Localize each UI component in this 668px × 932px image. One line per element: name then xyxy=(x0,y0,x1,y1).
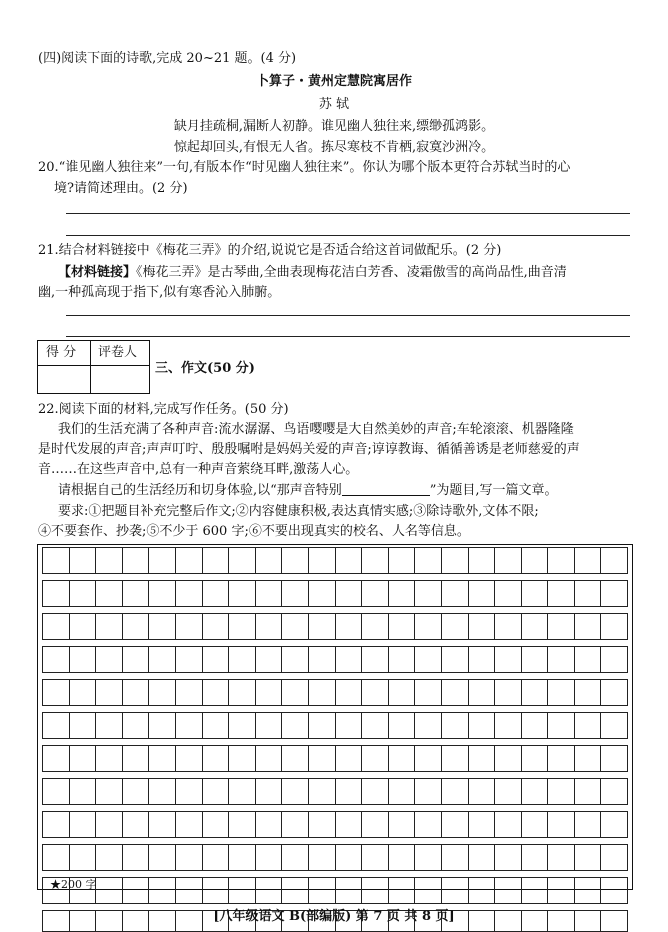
q22-requirements-line-2: ④不要套作、抄袭;⑤不少于 600 字;⑥不要出现真实的校名、人名等信息。 xyxy=(38,524,470,539)
grid-cell[interactable] xyxy=(95,613,122,640)
grid-cell[interactable] xyxy=(148,646,175,673)
grid-cell[interactable] xyxy=(202,712,229,739)
grid-cell[interactable] xyxy=(547,778,574,805)
grid-cell[interactable] xyxy=(42,580,69,607)
answer-line[interactable] xyxy=(66,235,630,236)
grid-cell[interactable] xyxy=(175,547,202,574)
grid-cell[interactable] xyxy=(468,877,495,904)
page-footer: [八年级语文 B(部编版) 第 7 页 共 8 页] xyxy=(213,909,455,924)
grid-cell[interactable] xyxy=(281,811,308,838)
grid-cell[interactable] xyxy=(600,646,628,673)
grid-cell[interactable] xyxy=(308,580,335,607)
grid-cell[interactable] xyxy=(494,679,521,706)
grid-cell[interactable] xyxy=(521,679,548,706)
grid-cell[interactable] xyxy=(255,679,282,706)
grid-cell[interactable] xyxy=(255,712,282,739)
grid-cell[interactable] xyxy=(494,877,521,904)
grid-row xyxy=(42,877,628,904)
grid-cell[interactable] xyxy=(361,679,388,706)
grid-cell[interactable] xyxy=(308,646,335,673)
title-blank[interactable] xyxy=(342,483,430,496)
question-20-line-1: 20.“谁见幽人独往来”一句,有版本作“时见幽人独往来”。你认为哪个版本更符合苏轼当时的心 xyxy=(38,160,571,175)
grid-cell[interactable] xyxy=(95,547,122,574)
grid-cell[interactable] xyxy=(42,745,69,772)
grader-label: 评卷人 xyxy=(98,345,138,360)
grid-cell[interactable] xyxy=(441,613,468,640)
grid-cell[interactable] xyxy=(228,580,255,607)
grid-cell[interactable] xyxy=(202,811,229,838)
grid-cell[interactable] xyxy=(175,712,202,739)
grid-cell[interactable] xyxy=(148,745,175,772)
q22-task-line xyxy=(58,482,558,500)
grid-cell[interactable] xyxy=(335,613,362,640)
grid-cell[interactable] xyxy=(175,877,202,904)
grid-cell[interactable] xyxy=(308,844,335,871)
grid-cell[interactable] xyxy=(468,712,495,739)
grid-cell[interactable] xyxy=(42,811,69,838)
grid-cell[interactable] xyxy=(600,877,628,904)
grid-cell[interactable] xyxy=(228,811,255,838)
grid-cell[interactable] xyxy=(547,580,574,607)
grid-cell[interactable] xyxy=(441,877,468,904)
section3-heading: 三、作文(50 分) xyxy=(155,361,255,376)
grid-cell[interactable] xyxy=(69,580,96,607)
grid-cell[interactable] xyxy=(281,778,308,805)
grid-cell[interactable] xyxy=(600,745,628,772)
grid-cell[interactable] xyxy=(175,745,202,772)
grid-cell[interactable] xyxy=(441,778,468,805)
grid-cell[interactable] xyxy=(281,844,308,871)
grid-cell[interactable] xyxy=(468,679,495,706)
grid-cell[interactable] xyxy=(308,745,335,772)
grid-cell[interactable] xyxy=(441,811,468,838)
grid-cell[interactable] xyxy=(122,547,149,574)
grid-cell[interactable] xyxy=(414,745,441,772)
grid-cell[interactable] xyxy=(468,580,495,607)
grid-cell[interactable] xyxy=(42,613,69,640)
grid-cell[interactable] xyxy=(361,712,388,739)
grid-cell[interactable] xyxy=(547,679,574,706)
grid-cell[interactable] xyxy=(468,778,495,805)
grid-cell[interactable] xyxy=(95,778,122,805)
grid-cell[interactable] xyxy=(228,778,255,805)
grid-cell[interactable] xyxy=(255,646,282,673)
grid-cell[interactable] xyxy=(42,844,69,871)
grid-cell[interactable] xyxy=(388,580,415,607)
grid-cell[interactable] xyxy=(175,613,202,640)
grid-cell[interactable] xyxy=(148,679,175,706)
grid-row xyxy=(42,712,628,739)
grid-cell[interactable] xyxy=(600,580,628,607)
grid-cell[interactable] xyxy=(148,844,175,871)
grid-cell[interactable] xyxy=(175,679,202,706)
grid-cell[interactable] xyxy=(521,877,548,904)
grid-cell[interactable] xyxy=(228,877,255,904)
answer-line[interactable] xyxy=(66,213,630,214)
grid-cell[interactable] xyxy=(335,844,362,871)
grid-cell[interactable] xyxy=(547,844,574,871)
material-link-line-2: 幽,一种孤高现于指下,似有寒香沁入肺腑。 xyxy=(38,285,281,300)
question-20-line-2: 境?请简述理由。(2 分) xyxy=(54,181,188,196)
poem-line-2: 惊起却回头,有恨无人省。拣尽寒枝不肯栖,寂寞沙洲冷。 xyxy=(173,140,495,155)
grid-cell[interactable] xyxy=(494,646,521,673)
grid-row xyxy=(42,844,628,871)
grid-cell[interactable] xyxy=(521,745,548,772)
grid-cell[interactable] xyxy=(414,778,441,805)
section4-heading: (四)阅读下面的诗歌,完成 20~21 题。(4 分) xyxy=(38,51,297,66)
grid-cell[interactable] xyxy=(202,613,229,640)
grid-cell[interactable] xyxy=(547,877,574,904)
grid-cell[interactable] xyxy=(361,811,388,838)
grid-cell[interactable] xyxy=(388,646,415,673)
poem-line-1: 缺月挂疏桐,漏断人初静。谁见幽人独往来,缥缈孤鸿影。 xyxy=(173,119,495,134)
grid-cell[interactable] xyxy=(574,745,601,772)
grid-cell[interactable] xyxy=(441,745,468,772)
grid-cell[interactable] xyxy=(521,778,548,805)
grid-cell[interactable] xyxy=(122,679,149,706)
grid-row xyxy=(42,613,628,640)
grid-cell[interactable] xyxy=(281,547,308,574)
grid-cell[interactable] xyxy=(547,712,574,739)
grid-row xyxy=(42,811,628,838)
grid-cell[interactable] xyxy=(69,778,96,805)
grid-cell[interactable] xyxy=(69,712,96,739)
grid-cell[interactable] xyxy=(547,613,574,640)
grid-cell[interactable] xyxy=(414,547,441,574)
question-22-line-1: 22.阅读下面的材料,完成写作任务。(50 分) xyxy=(38,402,289,417)
grid-cell[interactable] xyxy=(255,580,282,607)
grid-cell[interactable] xyxy=(69,811,96,838)
grid-cell[interactable] xyxy=(574,646,601,673)
grid-cell[interactable] xyxy=(388,778,415,805)
grid-cell[interactable] xyxy=(494,745,521,772)
grid-cell[interactable] xyxy=(361,613,388,640)
grid-cell[interactable] xyxy=(255,811,282,838)
grid-cell[interactable] xyxy=(281,580,308,607)
grid-cell[interactable] xyxy=(281,877,308,904)
grid-cell[interactable] xyxy=(202,580,229,607)
grid-cell[interactable] xyxy=(600,778,628,805)
grid-cell[interactable] xyxy=(122,646,149,673)
grid-cell[interactable] xyxy=(202,646,229,673)
grid-cell[interactable] xyxy=(175,778,202,805)
grid-cell[interactable] xyxy=(228,712,255,739)
grid-cell[interactable] xyxy=(600,679,628,706)
grid-cell[interactable] xyxy=(494,613,521,640)
grid-cell[interactable] xyxy=(388,679,415,706)
grid-cell[interactable] xyxy=(547,646,574,673)
task-text-before: 请根据自己的生活经历和切身体验,以“那声音特别 xyxy=(58,483,342,498)
grid-cell[interactable] xyxy=(202,778,229,805)
material-link-text: 《梅花三弄》是古琴曲,全曲表现梅花洁白芳香、凌霜傲雪的高尚品性,曲音清 xyxy=(136,265,567,280)
grid-cell[interactable] xyxy=(600,811,628,838)
question-21-line-1: 21.结合材料链接中《梅花三弄》的介绍,说说它是否适合给这首词做配乐。(2 分) xyxy=(38,243,502,258)
grid-cell[interactable] xyxy=(441,844,468,871)
q22-material-line-3: 音……在这些声音中,总有一种声音萦绕耳畔,激荡人心。 xyxy=(38,462,359,477)
grid-cell[interactable] xyxy=(202,844,229,871)
writing-grid[interactable] xyxy=(37,544,633,890)
grid-cell[interactable] xyxy=(468,844,495,871)
grid-cell[interactable] xyxy=(494,547,521,574)
word-count-note: ★200 字 xyxy=(50,878,97,891)
grid-cell[interactable] xyxy=(414,646,441,673)
material-link-label: 【材料链接】 xyxy=(58,265,137,280)
grid-cell[interactable] xyxy=(95,811,122,838)
grid-cell[interactable] xyxy=(42,712,69,739)
grid-cell[interactable] xyxy=(202,745,229,772)
grid-cell[interactable] xyxy=(335,778,362,805)
grid-cell[interactable] xyxy=(175,811,202,838)
grid-cell[interactable] xyxy=(414,613,441,640)
grid-cell[interactable] xyxy=(361,877,388,904)
grid-cell[interactable] xyxy=(521,646,548,673)
grid-cell[interactable] xyxy=(521,547,548,574)
grid-cell[interactable] xyxy=(335,580,362,607)
grid-cell[interactable] xyxy=(308,778,335,805)
grid-row xyxy=(42,679,628,706)
grid-cell[interactable] xyxy=(308,613,335,640)
grid-cell[interactable] xyxy=(600,844,628,871)
grid-cell[interactable] xyxy=(494,844,521,871)
grid-cell[interactable] xyxy=(122,613,149,640)
answer-line[interactable] xyxy=(66,336,630,337)
score-label: 得 分 xyxy=(46,345,77,360)
grid-cell[interactable] xyxy=(388,811,415,838)
grid-cell[interactable] xyxy=(335,646,362,673)
grid-cell[interactable] xyxy=(202,877,229,904)
grid-cell[interactable] xyxy=(521,712,548,739)
grid-cell[interactable] xyxy=(69,613,96,640)
grid-cell[interactable] xyxy=(441,547,468,574)
grid-row xyxy=(42,646,628,673)
grid-cell[interactable] xyxy=(361,580,388,607)
grid-row xyxy=(42,778,628,805)
grid-cell[interactable] xyxy=(600,613,628,640)
grid-cell[interactable] xyxy=(441,580,468,607)
grid-cell[interactable] xyxy=(388,844,415,871)
grid-cell[interactable] xyxy=(468,547,495,574)
grid-cell[interactable] xyxy=(574,547,601,574)
grid-cell[interactable] xyxy=(175,844,202,871)
grid-cell[interactable] xyxy=(122,778,149,805)
grid-cell[interactable] xyxy=(388,547,415,574)
grid-row xyxy=(42,547,628,574)
grid-cell[interactable] xyxy=(281,613,308,640)
grid-cell[interactable] xyxy=(148,547,175,574)
grid-cell[interactable] xyxy=(148,580,175,607)
answer-line[interactable] xyxy=(66,315,630,316)
grid-cell[interactable] xyxy=(521,580,548,607)
grid-cell[interactable] xyxy=(494,778,521,805)
grid-cell[interactable] xyxy=(468,811,495,838)
grid-cell[interactable] xyxy=(414,877,441,904)
grid-cell[interactable] xyxy=(388,745,415,772)
grid-cell[interactable] xyxy=(95,877,122,904)
grid-cell[interactable] xyxy=(255,745,282,772)
grid-cell[interactable] xyxy=(414,679,441,706)
poem-author: 苏 轼 xyxy=(318,97,350,112)
grid-cell[interactable] xyxy=(361,778,388,805)
grid-cell[interactable] xyxy=(69,745,96,772)
grid-cell[interactable] xyxy=(388,877,415,904)
grid-cell[interactable] xyxy=(148,778,175,805)
grid-cell[interactable] xyxy=(95,646,122,673)
grid-cell[interactable] xyxy=(468,613,495,640)
grid-cell[interactable] xyxy=(308,712,335,739)
grid-cell[interactable] xyxy=(361,844,388,871)
grid-cell[interactable] xyxy=(122,877,149,904)
poem-title: 卜算子・黄州定慧院寓居作 xyxy=(255,74,412,89)
grid-cell[interactable] xyxy=(414,712,441,739)
grid-cell[interactable] xyxy=(42,646,69,673)
grid-cell[interactable] xyxy=(414,580,441,607)
grid-cell[interactable] xyxy=(574,580,601,607)
grid-cell[interactable] xyxy=(468,646,495,673)
grid-cell[interactable] xyxy=(574,844,601,871)
grid-cell[interactable] xyxy=(547,547,574,574)
grid-cell[interactable] xyxy=(547,811,574,838)
grid-cell[interactable] xyxy=(42,547,69,574)
grid-cell[interactable] xyxy=(388,712,415,739)
grid-cell[interactable] xyxy=(228,844,255,871)
grid-cell[interactable] xyxy=(69,679,96,706)
grid-cell[interactable] xyxy=(308,547,335,574)
grid-cell[interactable] xyxy=(335,745,362,772)
grid-cell[interactable] xyxy=(202,547,229,574)
grid-cell[interactable] xyxy=(148,811,175,838)
material-link-line-1 xyxy=(58,264,567,282)
grid-cell[interactable] xyxy=(69,547,96,574)
grid-cell[interactable] xyxy=(521,613,548,640)
grid-cell[interactable] xyxy=(335,811,362,838)
grid-cell[interactable] xyxy=(281,646,308,673)
grid-cell[interactable] xyxy=(95,712,122,739)
grid-cell[interactable] xyxy=(414,844,441,871)
grid-cell[interactable] xyxy=(600,712,628,739)
grid-cell[interactable] xyxy=(95,745,122,772)
grid-cell[interactable] xyxy=(255,778,282,805)
grid-cell[interactable] xyxy=(122,712,149,739)
grid-cell[interactable] xyxy=(441,679,468,706)
grid-cell[interactable] xyxy=(175,646,202,673)
grid-cell[interactable] xyxy=(308,679,335,706)
grid-row xyxy=(42,580,628,607)
grid-cell[interactable] xyxy=(441,646,468,673)
grid-cell[interactable] xyxy=(69,844,96,871)
grid-cell[interactable] xyxy=(361,547,388,574)
grid-cell[interactable] xyxy=(521,811,548,838)
grid-cell[interactable] xyxy=(148,712,175,739)
grid-cell[interactable] xyxy=(574,613,601,640)
grid-cell[interactable] xyxy=(600,547,628,574)
grid-cell[interactable] xyxy=(42,679,69,706)
grid-cell[interactable] xyxy=(95,679,122,706)
grid-cell[interactable] xyxy=(574,778,601,805)
grid-cell[interactable] xyxy=(521,844,548,871)
grid-cell[interactable] xyxy=(228,745,255,772)
grid-cell[interactable] xyxy=(95,844,122,871)
grid-cell[interactable] xyxy=(175,580,202,607)
grid-cell[interactable] xyxy=(255,613,282,640)
grid-cell[interactable] xyxy=(281,679,308,706)
grid-cell[interactable] xyxy=(547,745,574,772)
grid-cell[interactable] xyxy=(228,613,255,640)
grid-cell[interactable] xyxy=(148,613,175,640)
grid-cell[interactable] xyxy=(122,745,149,772)
grid-cell[interactable] xyxy=(574,877,601,904)
grid-cell[interactable] xyxy=(335,679,362,706)
score-box xyxy=(37,340,150,394)
grid-cell[interactable] xyxy=(335,877,362,904)
grid-row xyxy=(42,745,628,772)
q22-material-line-2: 是时代发展的声音;声声叮咛、殷殷嘱咐是妈妈关爱的声音;谆谆教诲、循循善诱是老师慈爱的声 xyxy=(38,442,580,457)
grid-cell[interactable] xyxy=(228,646,255,673)
grid-cell[interactable] xyxy=(574,811,601,838)
q22-requirements-line-1: 要求:①把题目补充完整后作文;②内容健康积极,表达真情实感;③除诗歌外,文体不限; xyxy=(58,504,539,519)
grid-cell[interactable] xyxy=(122,844,149,871)
grid-cell[interactable] xyxy=(95,580,122,607)
grid-cell[interactable] xyxy=(361,646,388,673)
grid-cell[interactable] xyxy=(494,580,521,607)
grid-cell[interactable] xyxy=(122,811,149,838)
grid-cell[interactable] xyxy=(574,679,601,706)
grid-cell[interactable] xyxy=(122,580,149,607)
grid-cell[interactable] xyxy=(335,547,362,574)
grid-cell[interactable] xyxy=(202,679,229,706)
grid-cell[interactable] xyxy=(69,646,96,673)
grid-cell[interactable] xyxy=(574,712,601,739)
grid-cell[interactable] xyxy=(494,811,521,838)
grid-cell[interactable] xyxy=(148,877,175,904)
task-text-after: ”为题目,写一篇文章。 xyxy=(429,483,558,498)
grid-cell[interactable] xyxy=(388,613,415,640)
grid-cell[interactable] xyxy=(308,811,335,838)
grid-cell[interactable] xyxy=(494,712,521,739)
grid-cell[interactable] xyxy=(255,877,282,904)
grid-cell[interactable] xyxy=(361,745,388,772)
grid-cell[interactable] xyxy=(308,877,335,904)
grid-cell[interactable] xyxy=(468,745,495,772)
grid-cell[interactable] xyxy=(255,844,282,871)
grid-cell[interactable] xyxy=(335,712,362,739)
q22-material-line-1: 我们的生活充满了各种声音:流水潺潺、鸟语嘤嘤是大自然美妙的声音;车轮滚滚、机器隆隆 xyxy=(58,422,574,437)
grid-cell[interactable] xyxy=(441,712,468,739)
grid-cell[interactable] xyxy=(228,679,255,706)
grid-cell[interactable] xyxy=(228,547,255,574)
grid-cell[interactable] xyxy=(414,811,441,838)
grid-cell[interactable] xyxy=(42,778,69,805)
grid-cell[interactable] xyxy=(281,712,308,739)
grid-cell[interactable] xyxy=(281,745,308,772)
grid-cell[interactable] xyxy=(255,547,282,574)
